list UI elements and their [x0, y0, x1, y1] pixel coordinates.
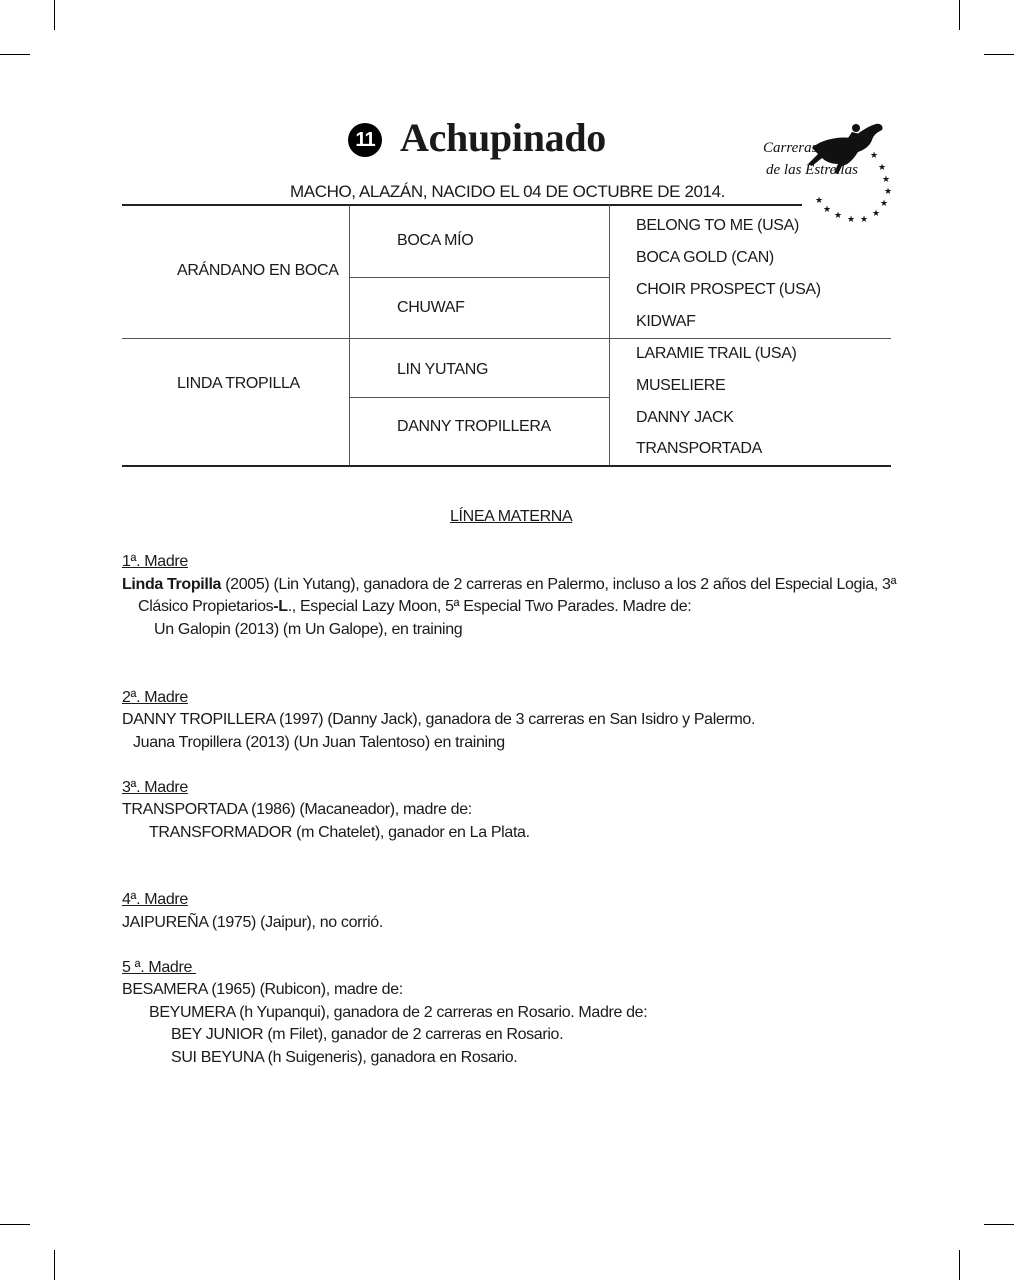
- crop-mark: [959, 1250, 960, 1280]
- madre-5-line-4: SUI BEYUNA (h Suigeneris), ganadora en Rosario.: [171, 1049, 518, 1066]
- crop-mark: [959, 0, 960, 30]
- pedigree-sire-dam: CHUWAF: [397, 299, 465, 316]
- crop-mark: [984, 54, 1014, 55]
- crop-mark: [0, 1224, 30, 1225]
- svg-text:★: ★: [878, 162, 887, 172]
- pedigree-great-grandparent: CHOIR PROSPECT (USA): [636, 281, 821, 298]
- pedigree-great-grandparent: LARAMIE TRAIL (USA): [636, 345, 797, 362]
- madre-1-line-2: Clásico Propietarios-L., Especial Lazy Moon, 5ª Especial Two Parades. Madre de:: [138, 598, 692, 615]
- pedigree-great-grandparent: BOCA GOLD (CAN): [636, 249, 774, 266]
- madre-5-line-3: BEY JUNIOR (m Filet), ganador de 2 carreras en Rosario.: [171, 1026, 564, 1043]
- svg-text:★: ★: [870, 150, 879, 160]
- svg-text:★: ★: [823, 204, 832, 214]
- crop-mark: [54, 1250, 55, 1280]
- carreras-de-las-estrellas-logo: [760, 118, 900, 228]
- svg-text:★: ★: [872, 208, 881, 218]
- pedigree-bottom-rule: [122, 465, 891, 467]
- madre-3-line-1: TRANSPORTADA (1986) (Macaneador), madre de:: [122, 801, 472, 818]
- madre-4-title: 4ª. Madre: [122, 891, 188, 908]
- svg-text:★: ★: [884, 186, 893, 196]
- svg-text:★: ★: [815, 195, 824, 205]
- madre-2-line-2: Juana Tropillera (2013) (Un Juan Talentoso) en training: [133, 734, 505, 751]
- pedigree-great-grandparent: MUSELIERE: [636, 377, 726, 394]
- horse-description: MACHO, ALAZÁN, NACIDO EL 04 DE OCTUBRE DE 2014.: [290, 182, 725, 201]
- svg-text:★: ★: [860, 214, 869, 224]
- madre-1-title: 1ª. Madre: [122, 553, 188, 570]
- logo-text-estrellas: de las Estrellas: [766, 162, 858, 178]
- horse-name-title: Achupinado: [400, 115, 606, 160]
- pedigree-great-grandparent: KIDWAF: [636, 313, 696, 330]
- lot-number-badge: 11: [348, 123, 382, 157]
- svg-text:★: ★: [882, 174, 891, 184]
- madre-1-name: Linda Tropilla: [122, 576, 222, 593]
- pedigree-sire-sire: BOCA MÍO: [397, 232, 474, 249]
- madre-5-line-1: BESAMERA (1965) (Rubicon), madre de:: [122, 981, 403, 998]
- crop-mark: [0, 54, 30, 55]
- pedigree-sire: ARÁNDANO EN BOCA: [177, 262, 339, 279]
- logo-text-carreras: Carreras: [763, 140, 818, 156]
- madre-2-title: 2ª. Madre: [122, 689, 188, 706]
- pedigree-rule: [350, 397, 609, 398]
- madre-1-child: Un Galopin (2013) (m Un Galope), en training: [154, 621, 463, 638]
- svg-text:★: ★: [847, 214, 856, 224]
- svg-text:★: ★: [834, 210, 843, 220]
- maternal-line-heading: LÍNEA MATERNA: [450, 508, 573, 525]
- pedigree-great-grandparent: TRANSPORTADA: [636, 440, 762, 457]
- pedigree-dam: LINDA TROPILLA: [177, 375, 300, 392]
- madre-5-line-2: BEYUMERA (h Yupanqui), ganadora de 2 carreras en Rosario. Madre de:: [149, 1004, 648, 1021]
- pedigree-middle-rule: [122, 338, 891, 339]
- crop-mark: [984, 1224, 1014, 1225]
- pedigree-great-grandparent: BELONG TO ME (USA): [636, 217, 799, 234]
- pedigree-dam-dam: DANNY TROPILLERA: [397, 418, 551, 435]
- pedigree-dam-sire: LIN YUTANG: [397, 361, 489, 378]
- madre-1-line-1: [122, 576, 896, 594]
- madre-3-title: 3ª. Madre: [122, 779, 188, 796]
- svg-text:★: ★: [880, 198, 889, 208]
- pedigree-great-grandparent: DANNY JACK: [636, 409, 734, 426]
- madre-3-line-2: TRANSFORMADOR (m Chatelet), ganador en La Plata.: [149, 824, 530, 841]
- madre-1-details: (2005) (Lin Yutang), ganadora de 2 carreras en Palermo, incluso a los 2 años del Especial Logia, 3ª: [221, 576, 897, 593]
- pedigree-top-rule: [122, 204, 802, 206]
- pedigree-rule: [350, 277, 609, 278]
- pedigree-column-divider: [609, 205, 610, 465]
- crop-mark: [54, 0, 55, 30]
- madre-4-line-1: JAIPUREÑA (1975) (Jaipur), no corrió.: [122, 914, 383, 931]
- madre-2-line-1: DANNY TROPILLERA (1997) (Danny Jack), ganadora de 3 carreras en San Isidro y Palermo.: [122, 711, 756, 728]
- madre-5-title: 5 ª. Madre: [122, 959, 197, 976]
- pedigree-column-divider: [349, 205, 350, 465]
